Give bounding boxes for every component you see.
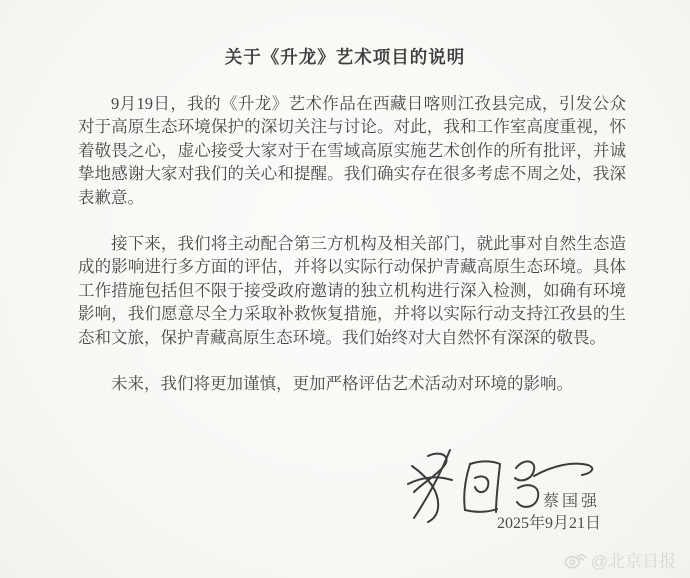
paragraph-apology: 9月19日，我的《升龙》艺术作品在西藏日喀则江孜县完成，引发公众对于高原生态环境保护的深切关注与讨论。对此，我和工作室高度重视，怀着敬畏之心，虚心接受大家对于在雪域高原实施艺术创作的所有批评，并诚挚地感谢大家对我们的关心和提醒。我们确实存在很多考虑不周之处，我深表歉意。 [78, 94, 626, 207]
weibo-icon [563, 550, 587, 570]
paragraph-future: 未来，我们将更加谨慎，更加严格评估艺术活动对环境的影响。 [111, 374, 573, 394]
signature-date: 2025年9月21日 [497, 515, 602, 532]
paragraph-measures: 接下来，我们将主动配合第三方机构及相关部门，就此事对自然生态造成的影响进行多方面的评估，并将以实际行动保护青藏高原生态环境。具体工作措施包括但不限于接受政府邀请的独立机构进行深入检测，如确有环境影响，我们愿意尽全力采取补救恢复措施，并将以实际行动支持江孜县的生态和文旅，保护青藏高原生态环境。我们始终对大自然怀有深深的敬畏。 [78, 234, 626, 347]
watermark [563, 547, 676, 572]
document-title: 关于《升龙》艺术项目的说明 [224, 47, 466, 67]
signature-printed-name: 蔡国强 [543, 493, 601, 510]
watermark-text: @北京日报 [590, 552, 676, 571]
document-body [78, 92, 626, 418]
